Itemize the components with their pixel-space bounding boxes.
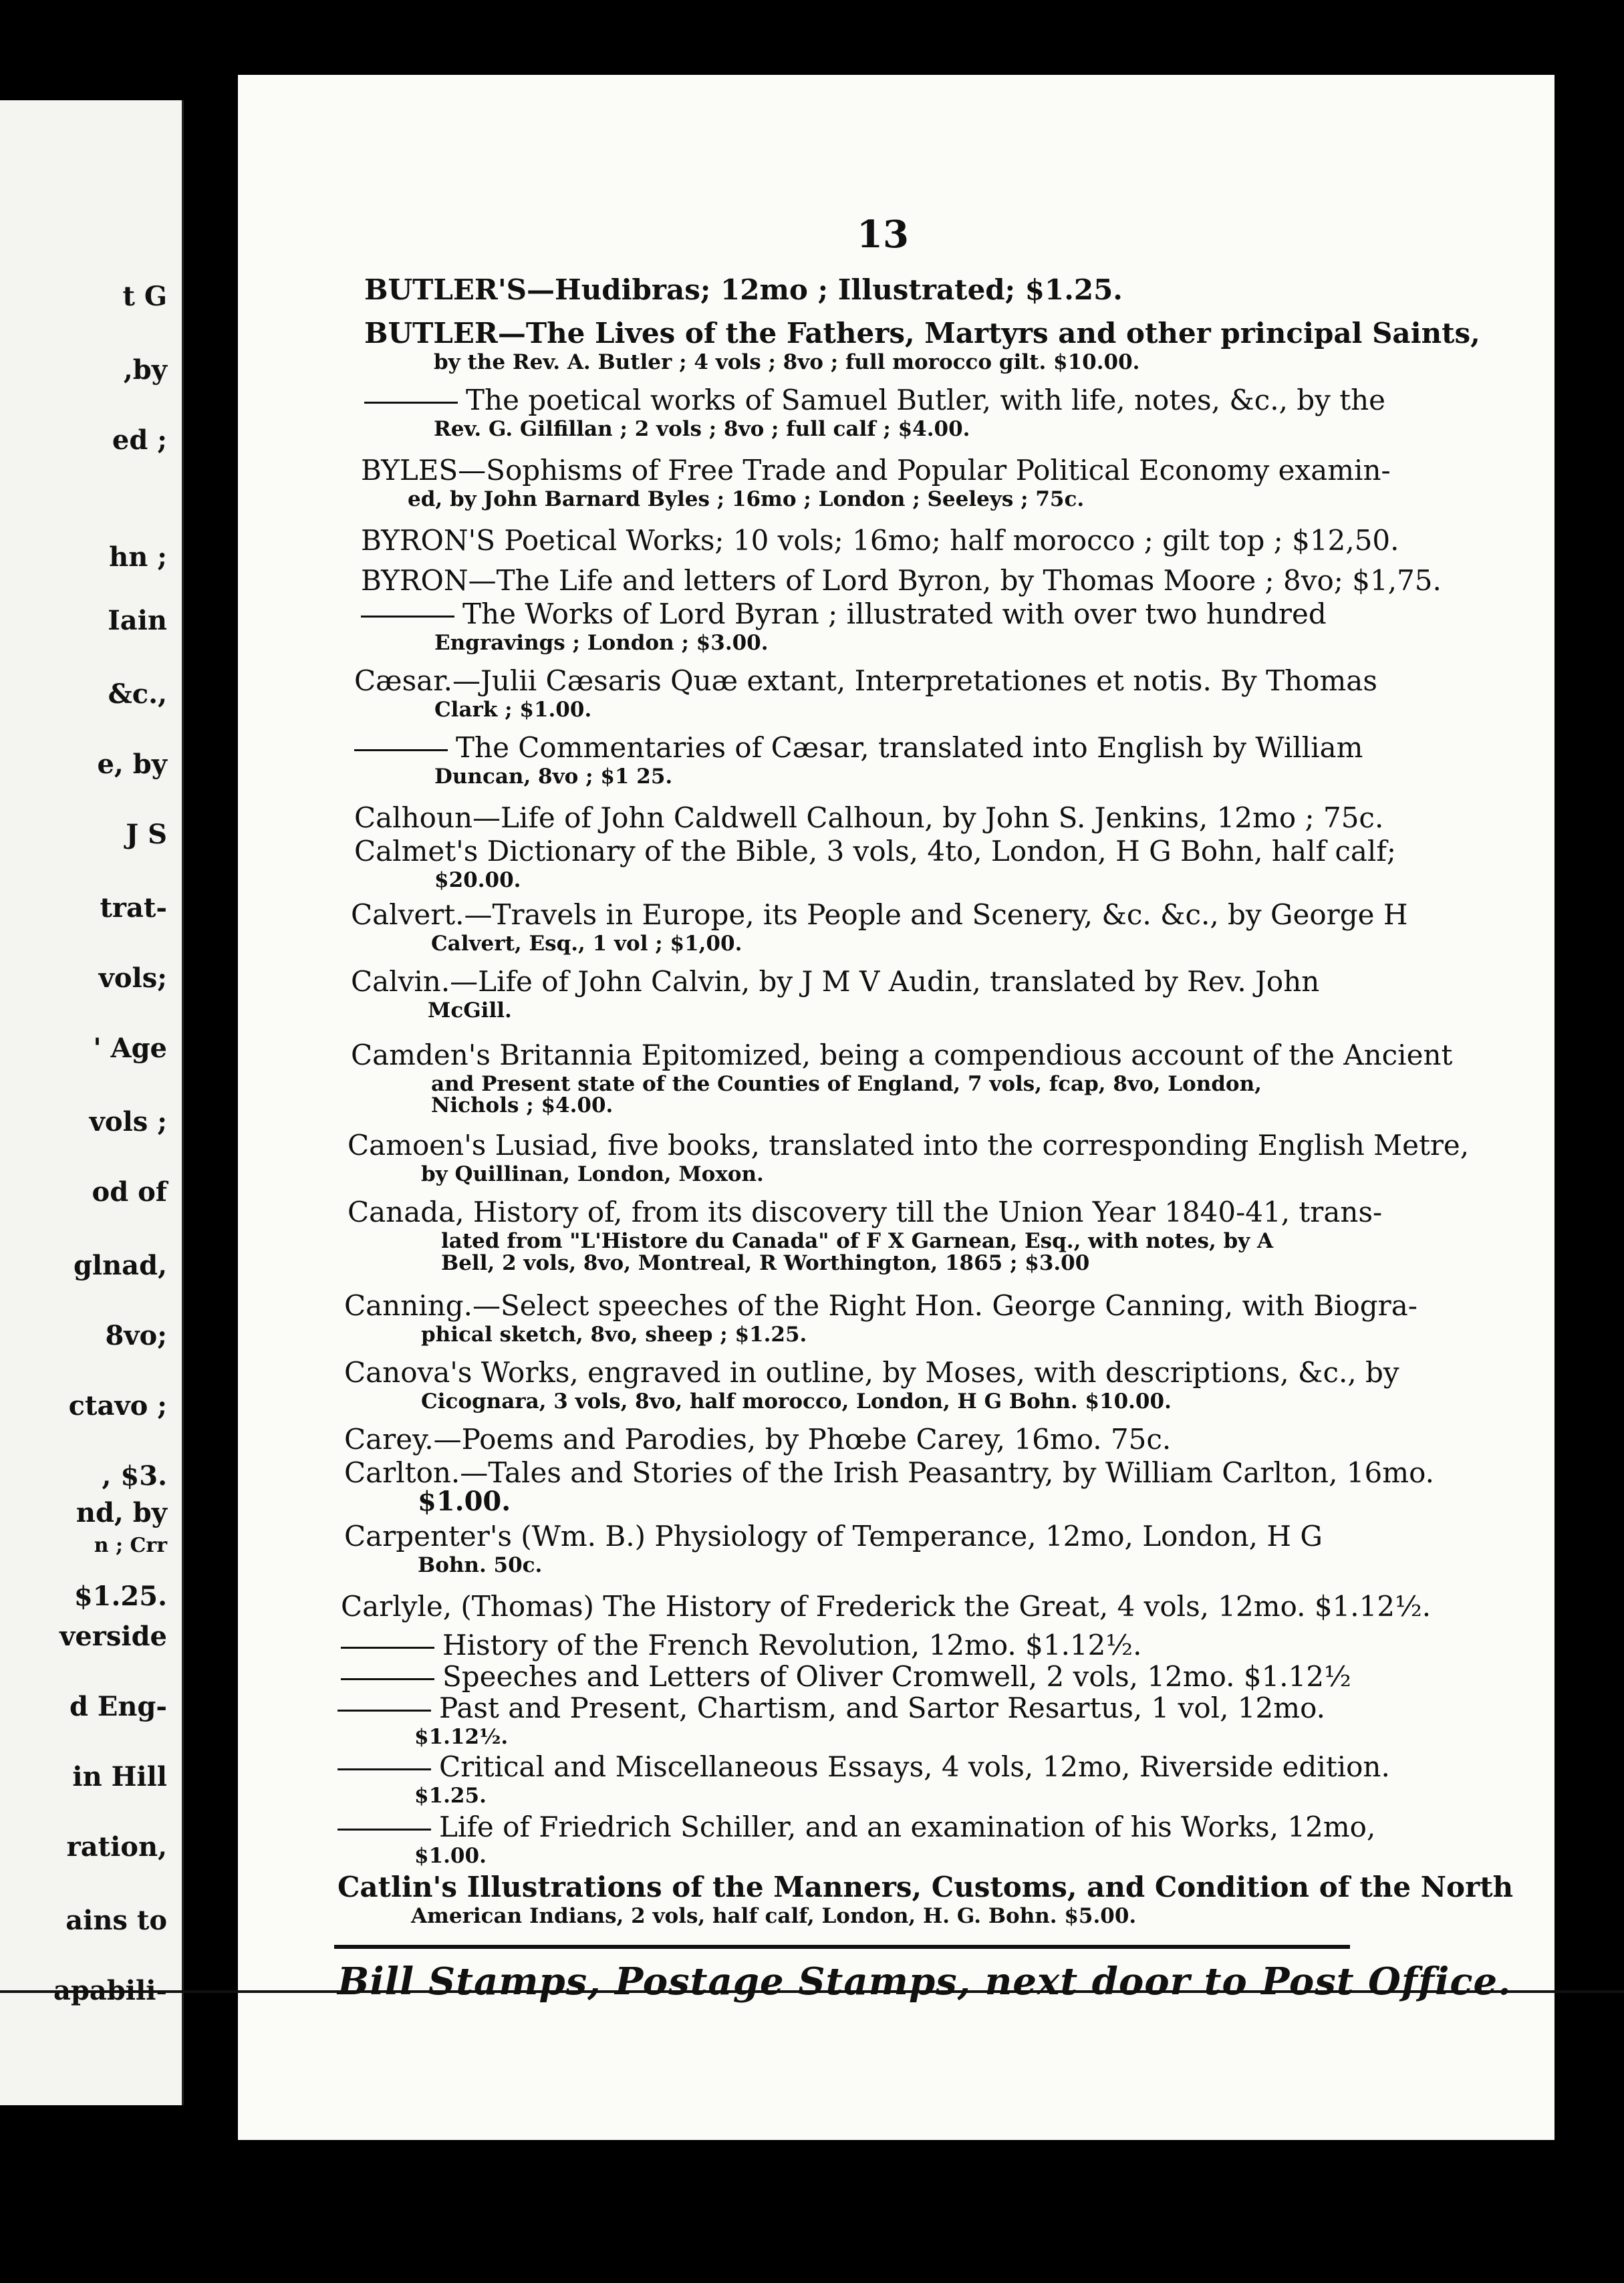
entry-head: Camden's Britannia Epitomized, being a compendious account of the Ancient	[351, 1039, 1453, 1071]
repeat-dash	[354, 749, 448, 751]
left-fragment: ctavo ;	[68, 1390, 167, 1422]
left-fragment: , $3.	[102, 1460, 167, 1492]
repeat-dash	[337, 1710, 431, 1712]
entry-detail: Rev. G. Gilfillan ; 2 vols ; 8vo ; full calf ; $4.00.	[434, 417, 970, 441]
catalog-entry	[361, 598, 1327, 656]
catalog-entry	[341, 1591, 1431, 1622]
entry-head: Camoen's Lusiad, five books, translated into the corresponding English Metre,	[348, 1129, 1470, 1162]
left-fragment: trat-	[100, 892, 167, 924]
catalog-entry	[344, 1357, 1399, 1415]
repeat-dash	[364, 402, 458, 404]
catalog-entry	[337, 1751, 1390, 1809]
left-fragment: t G	[122, 281, 167, 312]
left-fragment: e, by	[97, 749, 167, 780]
entry-head: Canning.—Select speeches of the Right Hon. George Canning, with Biogra-	[344, 1289, 1417, 1322]
entry-detail: $1.00.	[418, 1486, 511, 1517]
entry-head: The poetical works of Samuel Butler, with life, notes, &c., by the	[466, 384, 1386, 416]
left-fragment: $1.25.	[74, 1581, 167, 1612]
catalog-entry	[361, 565, 1442, 596]
entry-detail: lated from "L'Histore du Canada" of F X Garnean, Esq., with notes, by A	[441, 1229, 1274, 1253]
entry-detail: $1.25.	[414, 1784, 487, 1808]
left-fragment: hn ;	[109, 541, 167, 573]
entry-detail: $1.12½.	[414, 1725, 509, 1749]
entry-head: Canada, History of, from its discovery till the Union Year 1840-41, trans-	[348, 1196, 1383, 1228]
entry-detail: by the Rev. A. Butler ; 4 vols ; 8vo ; full morocco gilt. $10.00.	[434, 350, 1140, 374]
left-fragment: J S	[126, 819, 167, 850]
left-fragment: 8vo;	[105, 1320, 167, 1351]
entry-detail: McGill.	[428, 998, 512, 1023]
left-fragment: ed ;	[112, 424, 167, 456]
entry-head: Canova's Works, engraved in outline, by Moses, with descriptions, &c., by	[344, 1356, 1399, 1389]
left-fragment: &c.,	[108, 678, 167, 710]
catalog-entry	[364, 384, 1385, 442]
entry-head: Catlin's Illustrations of the Manners, Customs, and Condition of the North	[337, 1871, 1514, 1903]
entry-detail: American Indians, 2 vols, half calf, London, H. G. Bohn. $5.00.	[411, 1904, 1137, 1928]
entry-head: BUTLER'S—Hudibras; 12mo ; Illustrated; $1.25.	[364, 273, 1123, 306]
entry-detail: Cicognara, 3 vols, 8vo, half morocco, London, H G Bohn. $10.00.	[421, 1389, 1172, 1414]
catalog-entry	[361, 454, 1391, 513]
catalog-entry	[337, 1811, 1375, 1869]
catalog-entry	[364, 274, 1123, 305]
repeat-dash	[337, 1829, 431, 1831]
left-fragment: glnad,	[73, 1250, 167, 1281]
entry-detail: Engravings ; London ; $3.00.	[434, 631, 769, 655]
catalog-entry	[348, 1250, 1089, 1277]
catalog-entry	[354, 835, 1396, 894]
entry-detail: phical sketch, 8vo, sheep ; $1.25.	[421, 1323, 807, 1347]
repeat-dash	[341, 1647, 434, 1649]
catalog-entry	[364, 317, 1480, 376]
entry-head: Carlton.—Tales and Stories of the Irish Peasantry, by William Carlton, 16mo.	[344, 1456, 1434, 1489]
left-fragment: ration,	[66, 1831, 167, 1863]
catalog-entry	[344, 1457, 1434, 1515]
entry-head: Calvin.—Life of John Calvin, by J M V Audin, translated by Rev. John	[351, 965, 1320, 998]
entry-detail: Calvert, Esq., 1 vol ; $1,00.	[431, 932, 742, 956]
entry-head: The Commentaries of Cæsar, translated into English by William	[456, 731, 1363, 764]
catalog-entry	[351, 1092, 613, 1119]
entry-head: Life of Friedrich Schiller, and an examination of his Works, 12mo,	[439, 1810, 1376, 1843]
catalog-entry	[351, 966, 1319, 1024]
left-fragment: vols;	[98, 962, 167, 994]
entry-head: The Works of Lord Byran ; illustrated with over two hundred	[462, 597, 1327, 630]
page-number: 13	[857, 213, 909, 257]
entry-detail: Bell, 2 vols, 8vo, Montreal, R Worthington, 1865 ; $3.00	[441, 1251, 1090, 1275]
divider-rule	[0, 1990, 1624, 1993]
entry-head: BYRON—The Life and letters of Lord Byron, by Thomas Moore ; 8vo; $1,75.	[361, 564, 1442, 597]
catalog-entry	[337, 1871, 1513, 1929]
entry-head: Critical and Miscellaneous Essays, 4 vols, 12mo, Riverside edition.	[439, 1750, 1390, 1783]
left-fragment: ' Age	[93, 1033, 167, 1064]
entry-detail: and Present state of the Counties of England, 7 vols, fcap, 8vo, London,	[431, 1072, 1262, 1096]
entry-detail: $1.00.	[414, 1844, 487, 1868]
left-fragment: od of	[92, 1176, 167, 1208]
left-fragment: nd, by	[76, 1497, 167, 1528]
left-page-fragment	[0, 100, 184, 2105]
catalog-entry	[354, 802, 1383, 833]
entry-head: Calmet's Dictionary of the Bible, 3 vols, 4to, London, H G Bohn, half calf;	[354, 835, 1397, 867]
entry-detail: by Quillinan, London, Moxon.	[421, 1162, 764, 1186]
catalog-entry	[341, 1661, 1351, 1692]
entry-head: Speeches and Letters of Oliver Cromwell, 2 vols, 12mo. $1.12½	[442, 1660, 1351, 1693]
footer-advert: Bill Stamps, Postage Stamps, next door to Post Office.	[337, 1960, 1512, 2004]
entry-head: Carlyle, (Thomas) The History of Frederick the Great, 4 vols, 12mo. $1.12½.	[341, 1590, 1432, 1623]
entry-head: BYRON'S Poetical Works; 10 vols; 16mo; half morocco ; gilt top ; $12,50.	[361, 524, 1399, 557]
repeat-dash	[341, 1678, 434, 1680]
catalog-entry	[361, 525, 1399, 556]
catalog-entry	[337, 1692, 1325, 1750]
catalog-entry	[351, 1039, 1452, 1097]
left-fragment: in Hill	[72, 1761, 167, 1792]
catalog-entry	[354, 665, 1377, 723]
repeat-dash	[337, 1768, 431, 1770]
entry-head: History of the French Revolution, 12mo. $1.12½.	[442, 1629, 1142, 1661]
entry-detail: $20.00.	[434, 868, 521, 892]
catalog-entry	[344, 1424, 1171, 1455]
entry-detail: Bohn. 50c.	[418, 1553, 543, 1577]
left-fragment: d Eng-	[69, 1691, 167, 1722]
entry-head: Calvert.—Travels in Europe, its People and Scenery, &c. &c., by George H	[351, 898, 1408, 931]
entry-detail: Duncan, 8vo ; $1 25.	[434, 765, 673, 789]
catalog-entry	[354, 732, 1363, 790]
left-fragment: ains to	[65, 1905, 167, 1936]
entry-head: Calhoun—Life of John Caldwell Calhoun, by John S. Jenkins, 12mo ; 75c.	[354, 801, 1384, 834]
left-fragment: verside	[59, 1621, 167, 1652]
left-fragment: vols ;	[89, 1106, 167, 1137]
catalog-entry	[344, 1520, 1323, 1579]
catalog-entry	[348, 1129, 1469, 1188]
entry-head: Cæsar.—Julii Cæsaris Quæ extant, Interpretationes et notis. By Thomas	[354, 664, 1377, 697]
left-fragment: ,by	[123, 354, 167, 386]
entry-head: BUTLER—The Lives of the Fathers, Martyrs and other principal Saints,	[364, 317, 1480, 350]
entry-head: Carpenter's (Wm. B.) Physiology of Temperance, 12mo, London, H G	[344, 1520, 1323, 1553]
catalog-entry	[348, 1196, 1382, 1254]
left-fragment: apabili-	[53, 1975, 167, 2006]
entry-detail: ed, by John Barnard Byles ; 16mo ; London ; Seeleys ; 75c.	[408, 487, 1085, 511]
entry-detail: Nichols ; $4.00.	[431, 1093, 614, 1117]
entry-head: Past and Present, Chartism, and Sartor Resartus, 1 vol, 12mo.	[439, 1692, 1325, 1724]
entry-head: BYLES—Sophisms of Free Trade and Popular Political Economy examin-	[361, 454, 1391, 487]
repeat-dash	[361, 616, 454, 618]
divider-rule	[334, 1945, 1350, 1949]
left-fragment: Iain	[108, 605, 167, 636]
entry-head: Carey.—Poems and Parodies, by Phœbe Carey, 16mo. 75c.	[344, 1423, 1172, 1456]
entry-detail: Clark ; $1.00.	[434, 698, 592, 722]
catalog-entry	[351, 899, 1407, 957]
catalog-entry	[344, 1290, 1417, 1348]
catalog-entry	[341, 1629, 1141, 1661]
left-fragment: n ; Crr	[94, 1534, 167, 1557]
